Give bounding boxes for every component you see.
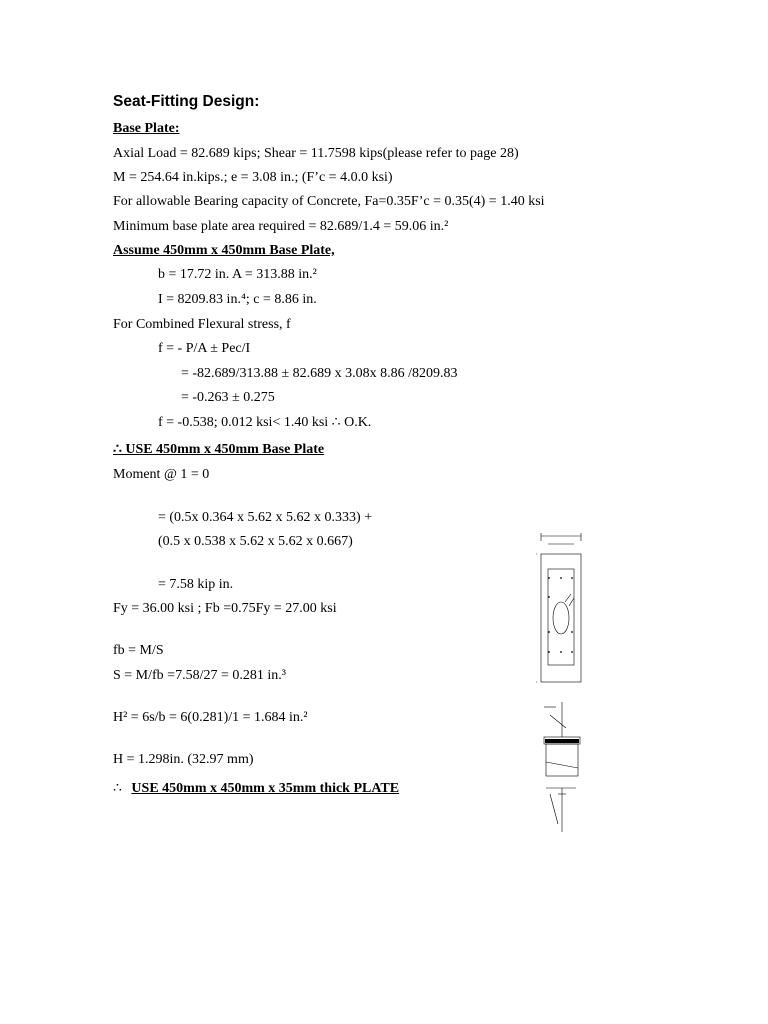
- line-moment: M = 254.64 in.kips.; e = 3.08 in.; (F’c = 4.0.0 ksi): [113, 170, 393, 185]
- line-inertia: I = 8209.83 in.⁴; c = 8.86 in.: [158, 292, 317, 307]
- line-b-area: b = 17.72 in. A = 313.88 in.²: [158, 267, 317, 282]
- line-use-base-plate: ∴ USE 450mm x 450mm Base Plate: [113, 442, 325, 457]
- line-moment-calc-1: = (0.5x 0.364 x 5.62 x 5.62 x 0.333) +: [158, 510, 373, 525]
- line-h-squared: H² = 6s/b = 6(0.281)/1 = 1.684 in.²: [113, 710, 308, 725]
- therefore-symbol: ∴: [113, 781, 122, 796]
- base-plate-sketch: [536, 532, 616, 844]
- line-f-simplified: = -0.263 ± 0.275: [181, 390, 275, 405]
- line-f-formula: f = - P/A ± Pec/I: [158, 341, 251, 356]
- line-min-area: Minimum base plate area required = 82.689/1.4 = 59.06 in.²: [113, 219, 449, 234]
- line-fy-fb: Fy = 36.00 ksi ; Fb =0.75Fy = 27.00 ksi: [113, 601, 337, 616]
- line-section-modulus: S = M/fb =7.58/27 = 0.281 in.³: [113, 668, 286, 683]
- line-moment-result: = 7.58 kip in.: [158, 577, 234, 592]
- use-thick-plate-text: USE 450mm x 450mm x 35mm thick PLATE: [131, 781, 400, 796]
- line-f-substitution: = -82.689/313.88 ± 82.689 x 3.08x 8.86 /8209.83: [181, 366, 458, 381]
- line-combined-stress: For Combined Flexural stress, f: [113, 317, 291, 332]
- line-axial-load: Axial Load = 82.689 kips; Shear = 11.7598 kips(please refer to page 28): [113, 146, 519, 161]
- page-title: Seat-Fitting Design:: [113, 93, 260, 110]
- line-moment-calc-2: (0.5 x 0.538 x 5.62 x 5.62 x 0.667): [158, 534, 353, 549]
- line-assume-plate: Assume 450mm x 450mm Base Plate,: [113, 243, 335, 258]
- line-moment-at-1: Moment @ 1 = 0: [113, 467, 210, 482]
- line-use-thick-plate: [113, 781, 399, 797]
- line-h: H = 1.298in. (32.97 mm): [113, 752, 254, 767]
- line-f-result: f = -0.538; 0.012 ksi< 1.40 ksi ∴ O.K.: [158, 415, 372, 430]
- line-bearing-capacity: For allowable Bearing capacity of Concrete, Fa=0.35F’c = 0.35(4) = 1.40 ksi: [113, 194, 545, 209]
- section-heading-base-plate: Base Plate:: [113, 121, 180, 136]
- line-fb: fb = M/S: [113, 643, 164, 658]
